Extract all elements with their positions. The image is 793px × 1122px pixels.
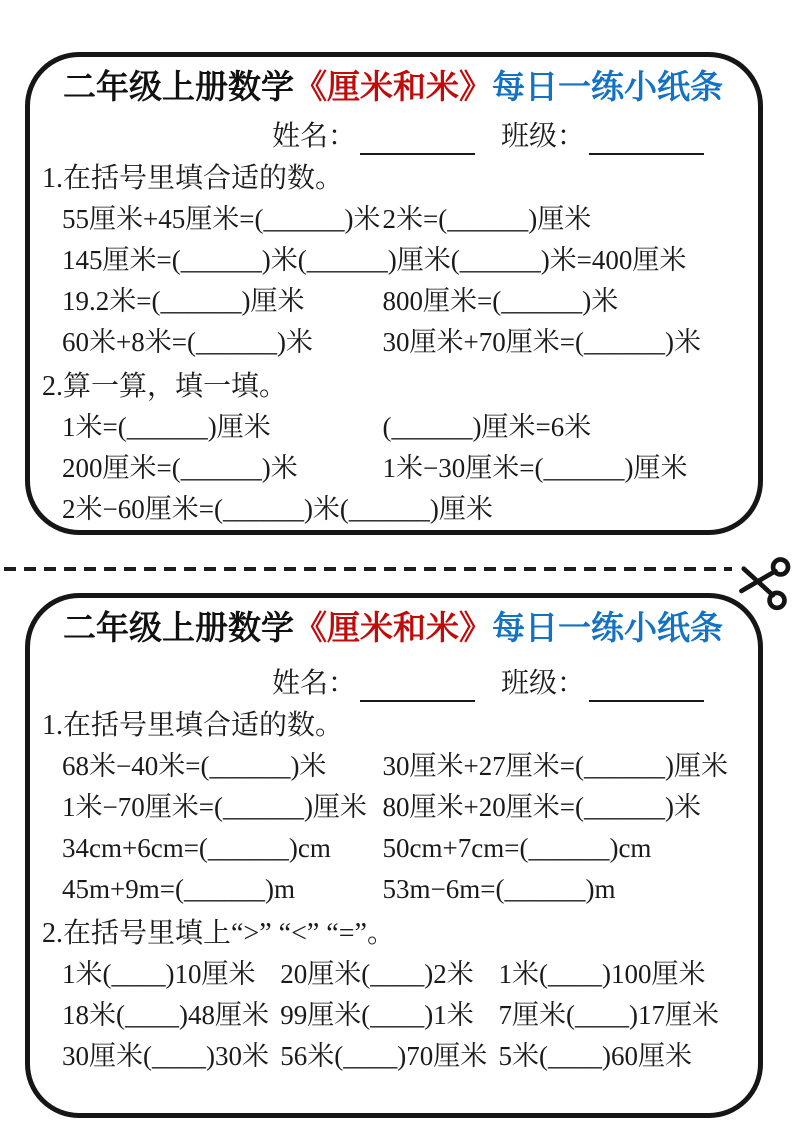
name-label: 姓名： [272, 668, 357, 699]
problem: 2米=(______)厘米 [382, 204, 592, 234]
problem: 1米(____)100厘米 [498, 959, 706, 989]
problem: 200厘米=(______)米 [62, 453, 298, 483]
section-2-heading: 2.在括号里填上“>” “<” “=”。 [42, 918, 395, 949]
page-title [42, 604, 744, 652]
problem-row [42, 281, 744, 322]
problem: 55厘米+45厘米=(______)米 [62, 204, 381, 234]
problem: 18米(____)48厘米 [62, 1000, 269, 1030]
problem: 56米(____)70厘米 [280, 1041, 488, 1071]
class-blank [589, 121, 704, 155]
class-blank [589, 668, 704, 702]
problem: 5米(____)60厘米 [498, 1041, 692, 1071]
name-class-row [272, 666, 744, 702]
title-course: 二年级上册数学 [63, 67, 294, 106]
worksheet-card-2 [25, 593, 763, 1118]
problem: 68米−40米=(______)米 [62, 751, 327, 781]
page-title [42, 63, 744, 111]
problem: 145厘米=(______)米(______)厘米 [62, 245, 451, 275]
problem: 7厘米(____)17厘米 [498, 1000, 719, 1030]
problem: 30厘米(____)30米 [62, 1041, 269, 1071]
problem: 60米+8米=(______)米 [62, 327, 313, 357]
name-class-row [272, 119, 744, 155]
problem: 30厘米+27厘米=(______)厘米 [382, 751, 728, 781]
problem: 30厘米+70厘米=(______)米 [382, 327, 701, 357]
problem: 2米−60厘米=(______)米(______)厘米 [62, 494, 493, 524]
section-1-heading: 1.在括号里填合适的数。 [42, 163, 344, 194]
class-label: 班级： [501, 668, 586, 699]
problem: 1米=(______)厘米 [62, 412, 271, 442]
problem: (______)厘米=6米 [382, 412, 592, 442]
problem-row [42, 954, 744, 995]
problem-row [42, 828, 744, 869]
class-label: 班级： [501, 121, 586, 152]
title-course: 二年级上册数学 [63, 608, 294, 647]
problem-row [42, 448, 744, 489]
problem-row [42, 869, 744, 910]
problem: 50cm+7cm=(______)cm [382, 833, 652, 863]
name-blank [360, 668, 475, 702]
title-topic: 《厘米和米》 [294, 608, 492, 647]
problem: 34cm+6cm=(______)cm [62, 833, 331, 863]
title-topic: 《厘米和米》 [294, 67, 492, 106]
problem-row [42, 787, 744, 828]
problem-row [42, 240, 744, 281]
title-series: 每日一练小纸条 [492, 67, 723, 106]
problem-row [42, 322, 744, 363]
title-series: 每日一练小纸条 [492, 608, 723, 647]
problem-row [42, 746, 744, 787]
cut-line [4, 567, 732, 571]
problem-row [42, 407, 744, 448]
problem: 1米−30厘米=(______)厘米 [382, 453, 688, 483]
problem: 1米−70厘米=(______)厘米 [62, 792, 367, 822]
problem: 800厘米=(______)米 [382, 286, 619, 316]
name-label: 姓名： [272, 121, 357, 152]
problem-row [42, 199, 744, 240]
problem: 99厘米(____)1米 [280, 1000, 474, 1030]
worksheet-card-1 [25, 52, 763, 535]
problem: 45m+9m=(______)m [62, 874, 295, 904]
problem: (______)米=400厘米 [450, 245, 687, 275]
problem: 1米(____)10厘米 [62, 959, 256, 989]
name-blank [360, 121, 475, 155]
problem: 80厘米+20厘米=(______)米 [382, 792, 701, 822]
section-2-heading: 2.算一算，填一填。 [42, 371, 288, 402]
problem-row [42, 1036, 744, 1077]
problem-row [42, 489, 744, 530]
section-1-heading: 1.在括号里填合适的数。 [42, 710, 344, 741]
problem: 19.2米=(______)厘米 [62, 286, 305, 316]
problem: 20厘米(____)2米 [280, 959, 474, 989]
problem-row [42, 995, 744, 1036]
problem: 53m−6m=(______)m [382, 874, 616, 904]
